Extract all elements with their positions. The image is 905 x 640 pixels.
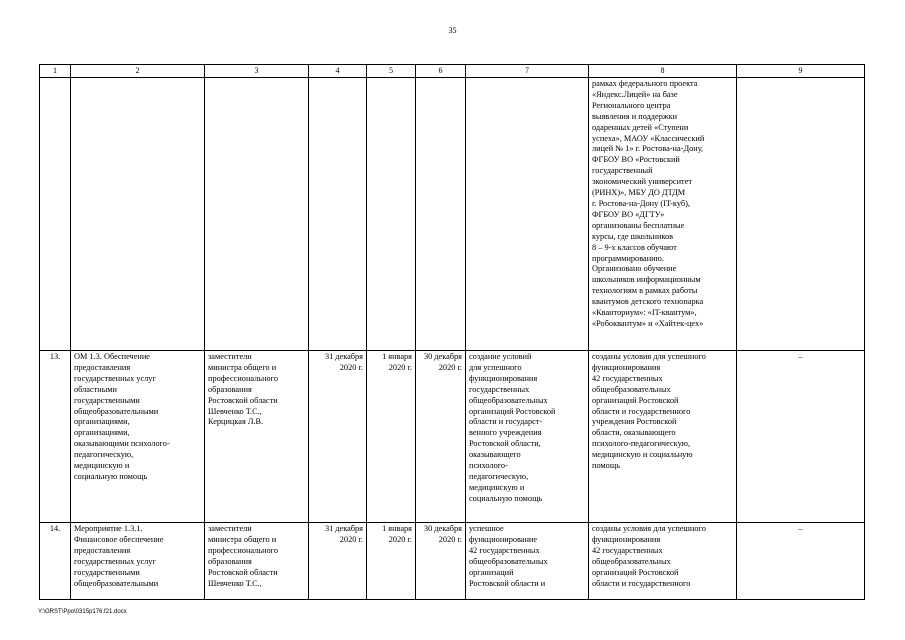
note-cell: –	[737, 523, 865, 600]
cell-line: общеобразовательных	[592, 384, 671, 394]
cell-c3	[205, 523, 309, 600]
table-body	[40, 78, 865, 600]
cell-line: выявления и поддержки	[592, 111, 678, 121]
cell-line: ФГБОУ ВО «Ростовский	[592, 155, 680, 165]
cell-line: 1 января	[382, 352, 412, 361]
cell-line: 2020 г.	[388, 362, 412, 372]
cell-line: успеха», МАОУ «Классический	[592, 133, 705, 143]
cell-line: 1 января	[382, 524, 412, 533]
cell-line: «Яндекс.Лицей» на базе	[592, 89, 678, 99]
cell-line: организаций Ростовской	[592, 567, 679, 577]
cell-line: государственными	[74, 395, 140, 405]
cell-c4	[309, 351, 367, 523]
cell-c6	[416, 351, 466, 523]
cell-line: г. Ростова-на-Дону (IT-куб),	[592, 198, 690, 208]
cell-line: предоставления	[74, 545, 131, 555]
cell-line: организаций	[469, 567, 514, 577]
cell-line: государственных услуг	[74, 373, 156, 383]
cell-line: «Робоквантум» и «Хайтек-цех»	[592, 318, 704, 328]
cell-line: курсы, где школьников	[592, 231, 674, 241]
row-number-cell: 13.	[40, 351, 71, 523]
cell-line: 31 декабря	[324, 352, 363, 361]
cell-line: области и государственного	[592, 578, 691, 588]
cell-line: организаций Ростовской	[592, 395, 679, 405]
cell-c5	[367, 78, 416, 351]
cell-c6	[416, 78, 466, 351]
cell-line: «Кванториум»: «IT-квантум»,	[592, 308, 697, 318]
cell-line: Ростовской области	[208, 567, 278, 577]
cell-line: венного учреждения	[469, 428, 542, 438]
header-cell: 7	[466, 65, 589, 78]
cell-line: ОМ 1.3. Обеспечение	[74, 352, 150, 361]
cell-line: психолого-педагогическую,	[592, 439, 691, 449]
cell-line: Регионального центра	[592, 100, 671, 110]
cell-line: министра общего и	[208, 362, 277, 372]
cell-line: функционирование	[469, 534, 538, 544]
header-cell: 8	[589, 65, 737, 78]
cell-line: педагогическую,	[74, 450, 134, 460]
cell-line: технологиям в рамках работы	[592, 286, 698, 296]
cell-line: медицинскую и социальную	[592, 450, 693, 460]
cell-line: общеобразовательными	[74, 406, 159, 416]
cell-line: медицинскую и	[74, 461, 130, 471]
cell-line: учреждения Ростовской	[592, 417, 677, 427]
cell-line: общеобразовательных	[469, 395, 548, 405]
cell-line: организациями,	[74, 428, 130, 438]
cell-line: функционирования	[469, 373, 538, 383]
row-number-cell: 14.	[40, 523, 71, 600]
cell-line: педагогическую,	[469, 471, 529, 481]
header-cell: 9	[737, 65, 865, 78]
cell-line: профессионального	[208, 373, 279, 383]
cell-line: Ростовской области и	[469, 578, 546, 588]
cell-line: организованы бесплатные	[592, 220, 685, 230]
cell-line: 2020 г.	[339, 362, 363, 372]
cell-line: успешное	[469, 524, 504, 533]
cell-line: (РИНХ)», МБУ ДО ДТДМ	[592, 188, 686, 198]
cell-line: заместители	[208, 524, 252, 533]
cell-line: созданы условия для успешного	[592, 352, 706, 361]
cell-line: квантумов детского технопарка	[592, 297, 704, 307]
cell-line: Керцицкая Л.В.	[208, 417, 264, 427]
cell-line: медицинскую и	[469, 482, 525, 492]
column-number-row	[40, 65, 865, 78]
cell-line: государственных услуг	[74, 556, 156, 566]
cell-line: создание условий	[469, 352, 532, 361]
header-cell: 3	[205, 65, 309, 78]
cell-line: 30 декабря	[423, 352, 462, 361]
cell-line: социальную помощь	[469, 493, 543, 503]
cell-line: экономический университет	[592, 177, 692, 187]
cell-c4	[309, 523, 367, 600]
cell-line: организаций Ростовской	[469, 406, 556, 416]
cell-line: заместители	[208, 352, 252, 361]
page-number: 35	[448, 26, 457, 35]
header-cell: 2	[71, 65, 205, 78]
cell-line: 30 декабря	[423, 524, 462, 533]
cell-line: программированию.	[592, 253, 664, 263]
table-row	[40, 78, 865, 351]
cell-c3	[205, 78, 309, 351]
cell-line: организациями,	[74, 417, 130, 427]
cell-line: профессионального	[208, 545, 279, 555]
cell-line: Мероприятие 1.3.1.	[74, 524, 143, 533]
header-cell: 1	[40, 65, 71, 78]
cell-c2	[71, 523, 205, 600]
cell-line: образования	[208, 384, 252, 394]
cell-c8	[589, 523, 737, 600]
cell-line: функционирования	[592, 534, 661, 544]
cell-line: 2020 г.	[438, 534, 462, 544]
cell-line: 2020 г.	[438, 362, 462, 372]
cell-line: оказывающими психолого-	[74, 439, 170, 449]
header-cell: 5	[367, 65, 416, 78]
cell-line: области и государст-	[469, 417, 543, 427]
cell-c7	[466, 523, 589, 600]
row-number-cell	[40, 78, 71, 351]
cell-line: 42 государственных	[592, 373, 663, 383]
cell-line: созданы условия для успешного	[592, 524, 706, 533]
cell-line: Шевченко Т.С.,	[208, 578, 262, 588]
cell-line: Финансовое обеспечение	[74, 534, 164, 544]
cell-line: государственный	[592, 166, 653, 176]
cell-line: Организовано обучение	[592, 264, 677, 274]
note-cell	[737, 78, 865, 351]
cell-line: государственных	[469, 384, 530, 394]
cell-c8	[589, 78, 737, 351]
cell-line: образования	[208, 556, 252, 566]
cell-c6	[416, 523, 466, 600]
cell-line: 2020 г.	[339, 534, 363, 544]
cell-line: области и государственного	[592, 406, 691, 416]
cell-line: 42 государственных	[469, 545, 540, 555]
header-cell: 4	[309, 65, 367, 78]
cell-line: функционирования	[592, 362, 661, 372]
cell-c3	[205, 351, 309, 523]
cell-line: школьников информационным	[592, 275, 701, 285]
cell-line: областными	[74, 384, 117, 394]
cell-line: министра общего и	[208, 534, 277, 544]
cell-line: социальную помощь	[74, 471, 148, 481]
cell-c5	[367, 351, 416, 523]
cell-c7	[466, 351, 589, 523]
cell-line: области, оказывающего	[592, 428, 676, 438]
report-table	[39, 64, 865, 600]
cell-line: ФГБОУ ВО «ДГТУ»	[592, 209, 665, 219]
cell-c5	[367, 523, 416, 600]
cell-line: психолого-	[469, 461, 508, 471]
cell-c2	[71, 78, 205, 351]
cell-c7	[466, 78, 589, 351]
cell-line: государственными	[74, 567, 140, 577]
cell-line: Ростовской области,	[469, 439, 541, 449]
cell-line: общеобразовательных	[469, 556, 548, 566]
cell-line: общеобразовательными	[74, 578, 159, 588]
header-cell: 6	[416, 65, 466, 78]
cell-line: общеобразовательных	[592, 556, 671, 566]
cell-line: рамках федерального проекта	[592, 79, 698, 88]
cell-line: 2020 г.	[388, 534, 412, 544]
cell-c8	[589, 351, 737, 523]
cell-line: Ростовской области	[208, 395, 278, 405]
cell-line: одаренных детей «Ступени	[592, 122, 689, 132]
cell-c4	[309, 78, 367, 351]
file-path-footer: Y:\ORST\Ppo\0315p176.f21.docx	[38, 609, 127, 615]
table-row	[40, 351, 865, 523]
cell-line: оказывающего	[469, 450, 521, 460]
cell-line: для успешного	[469, 362, 522, 372]
table-row	[40, 523, 865, 600]
cell-line: 31 декабря	[324, 524, 363, 533]
cell-line: лицей № 1» г. Ростова-на-Дону,	[592, 144, 704, 154]
cell-c2	[71, 351, 205, 523]
cell-line: 8 – 9-х классов обучают	[592, 242, 677, 252]
cell-line: 42 государственных	[592, 545, 663, 555]
cell-line: помощь	[592, 461, 621, 471]
note-cell: –	[737, 351, 865, 523]
cell-line: предоставления	[74, 362, 131, 372]
cell-line: Шевченко Т.С.,	[208, 406, 262, 416]
